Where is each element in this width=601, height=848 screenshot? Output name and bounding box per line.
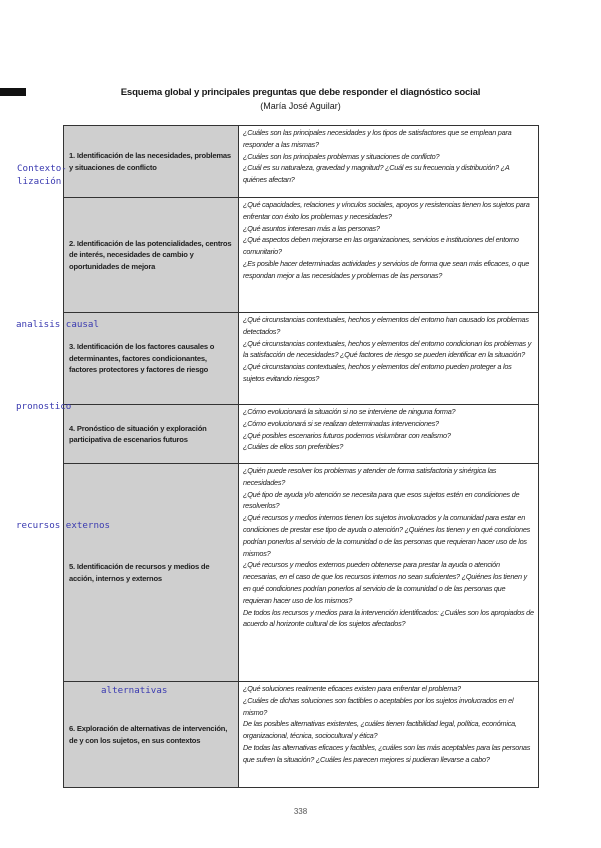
row-heading: 2. Identificación de las potencialidades, centros de interés, necesidades de cambio y oportunidades de mejora	[69, 238, 232, 271]
annotation-analisis-causal: analisis causal	[16, 319, 99, 330]
question: ¿Cuáles son los principales problemas y situaciones de conflicto?	[243, 151, 440, 161]
table-row	[64, 464, 538, 682]
annotation-alternativas: alternativas	[101, 685, 168, 696]
question: ¿Cuáles de ellos son preferibles?	[243, 442, 344, 452]
row-questions-cell	[239, 313, 538, 404]
row-heading-cell	[64, 126, 239, 197]
question: ¿Qué capacidades, relaciones y vínculos sociales, apoyos y resistencias tienen los sujetos para enfrentar con éxito los problemas y necesidades?	[243, 200, 530, 221]
row-heading-cell	[64, 198, 239, 312]
row-questions-cell	[239, 682, 538, 787]
question: ¿Qué tipo de ayuda y/o atención se necesita para que esos sujetos estén en condiciones de resolverlos?	[243, 489, 520, 511]
annotation-pronostico: pronostico	[16, 401, 72, 412]
question: ¿Cómo evolucionará la situación si no se interviene de ninguna forma?	[243, 407, 456, 416]
question: ¿Qué recursos y medios internos tienen los sujetos involucrados y la comunidad para estar en condiciones de prestar ese tipo de ayuda o atención? ¿Quiénes los tienen y en qué condiciones podrían ponerlos al servicio de la comunidad o de las personas que requieran hacer uso de los mismos?	[243, 513, 531, 558]
page-author: (María José Aguilar)	[260, 101, 341, 111]
row-questions-cell	[239, 464, 538, 681]
question: De todos los recursos y medios para la intervención identificados: ¿Cuáles son los apropiados de acuerdo al horizonte cultural de los sujetos afectados?	[243, 607, 534, 629]
row-heading: 5. Identificación de recursos y medios de acción, internos y externos	[69, 562, 210, 583]
question: De todas las alternativas eficaces y factibles, ¿cuáles son las más aceptables para las personas que sufren la situación? ¿Cuáles les parecen mejores si pudieran llevarse a cabo?	[243, 742, 531, 764]
question: ¿Qué soluciones realmente eficaces existen para enfrentar el problema?	[243, 684, 461, 693]
table-row	[64, 313, 538, 405]
row-heading: 3. Identificación de los factores causales o determinantes, factores condicionantes, factores protectores y factores de riesgo	[69, 342, 215, 375]
page-number: 338	[293, 807, 308, 816]
table-row	[64, 405, 538, 464]
question: ¿Cuáles de dichas soluciones son factibles o aceptables por los sujetos involucrados en el mismo?	[243, 695, 514, 717]
question: ¿Quién puede resolver los problemas y atender de forma satisfactoria y sinérgica las necesidades?	[243, 466, 497, 487]
table-row	[64, 682, 538, 787]
question: De las posibles alternativas existentes, ¿cuáles tienen factibilidad legal, política, económica, organizacional, técnica, sociocultural y ética?	[243, 719, 517, 741]
page-title: Esquema global y principales preguntas que debe responder el diagnóstico social	[120, 87, 481, 98]
question: ¿Cuáles son las principales necesidades y los tipos de satisfactores que se emplean para responder a las mismas?	[243, 128, 512, 149]
row-heading-cell	[64, 405, 239, 463]
question: ¿Cuál es su naturaleza, gravedad y magnitud? ¿Cuál es su frecuencia y distribución? ¿A quiénes afectan?	[243, 163, 510, 185]
question: ¿Qué recursos y medios externos pueden obtenerse para prestar la ayuda o atención necesarias, en el caso de que los recursos internos no sean suficientes? ¿Quiénes los tienen y en qué condiciones podrían ponerlos al servicio de la comunidad o de las personas que requieran hacer uso de los mismos?	[243, 560, 527, 605]
question: ¿Qué circunstancias contextuales, hechos y elementos del entorno condicionan los problemas y la satisfacción de necesidades? ¿Qué factores de riesgo se pueden identificar en la situación?	[243, 338, 532, 360]
question: ¿Qué asuntos interesan más a las personas?	[243, 223, 380, 233]
row-heading-cell	[64, 464, 239, 681]
row-heading: 6. Exploración de alternativas de intervención, de y con los sujetos, en sus contextos	[69, 724, 228, 745]
question: ¿Qué circunstancias contextuales, hechos y elementos del entorno han causado los problemas detectados?	[243, 315, 529, 336]
row-questions-cell	[239, 198, 538, 312]
row-questions-cell	[239, 405, 538, 463]
row-questions-cell	[239, 126, 538, 197]
question: ¿Qué circunstancias contextuales, hechos y elementos del entorno pueden proteger a los sujetos evitando riesgos?	[243, 362, 512, 383]
question: ¿Cómo evolucionará si se realizan determinadas intervenciones?	[243, 418, 439, 428]
table-row	[64, 198, 538, 313]
question: ¿Qué aspectos deben mejorarse en las organizaciones, servicios e instituciones del entorno comunitario?	[243, 235, 519, 257]
table-row	[64, 126, 538, 198]
question: ¿Es posible hacer determinadas actividades y servicios de forma que sean más eficaces, o que respondan mejor a las necesidades y problemas de las personas?	[243, 258, 530, 280]
annotation-recursos-externos: recursos externos	[16, 520, 111, 531]
row-heading: 1. Identificación de las necesidades, problemas y situaciones de conflicto	[69, 151, 231, 172]
annotation-contextualizacion: Contexto- lización	[17, 163, 67, 187]
margin-black-bar	[0, 88, 26, 96]
question: ¿Qué posibles escenarios futuros podemos vislumbrar con realismo?	[243, 430, 451, 440]
row-heading: 4. Pronóstico de situación y exploración participativa de escenarios futuros	[69, 423, 207, 444]
row-heading-cell	[64, 682, 239, 787]
